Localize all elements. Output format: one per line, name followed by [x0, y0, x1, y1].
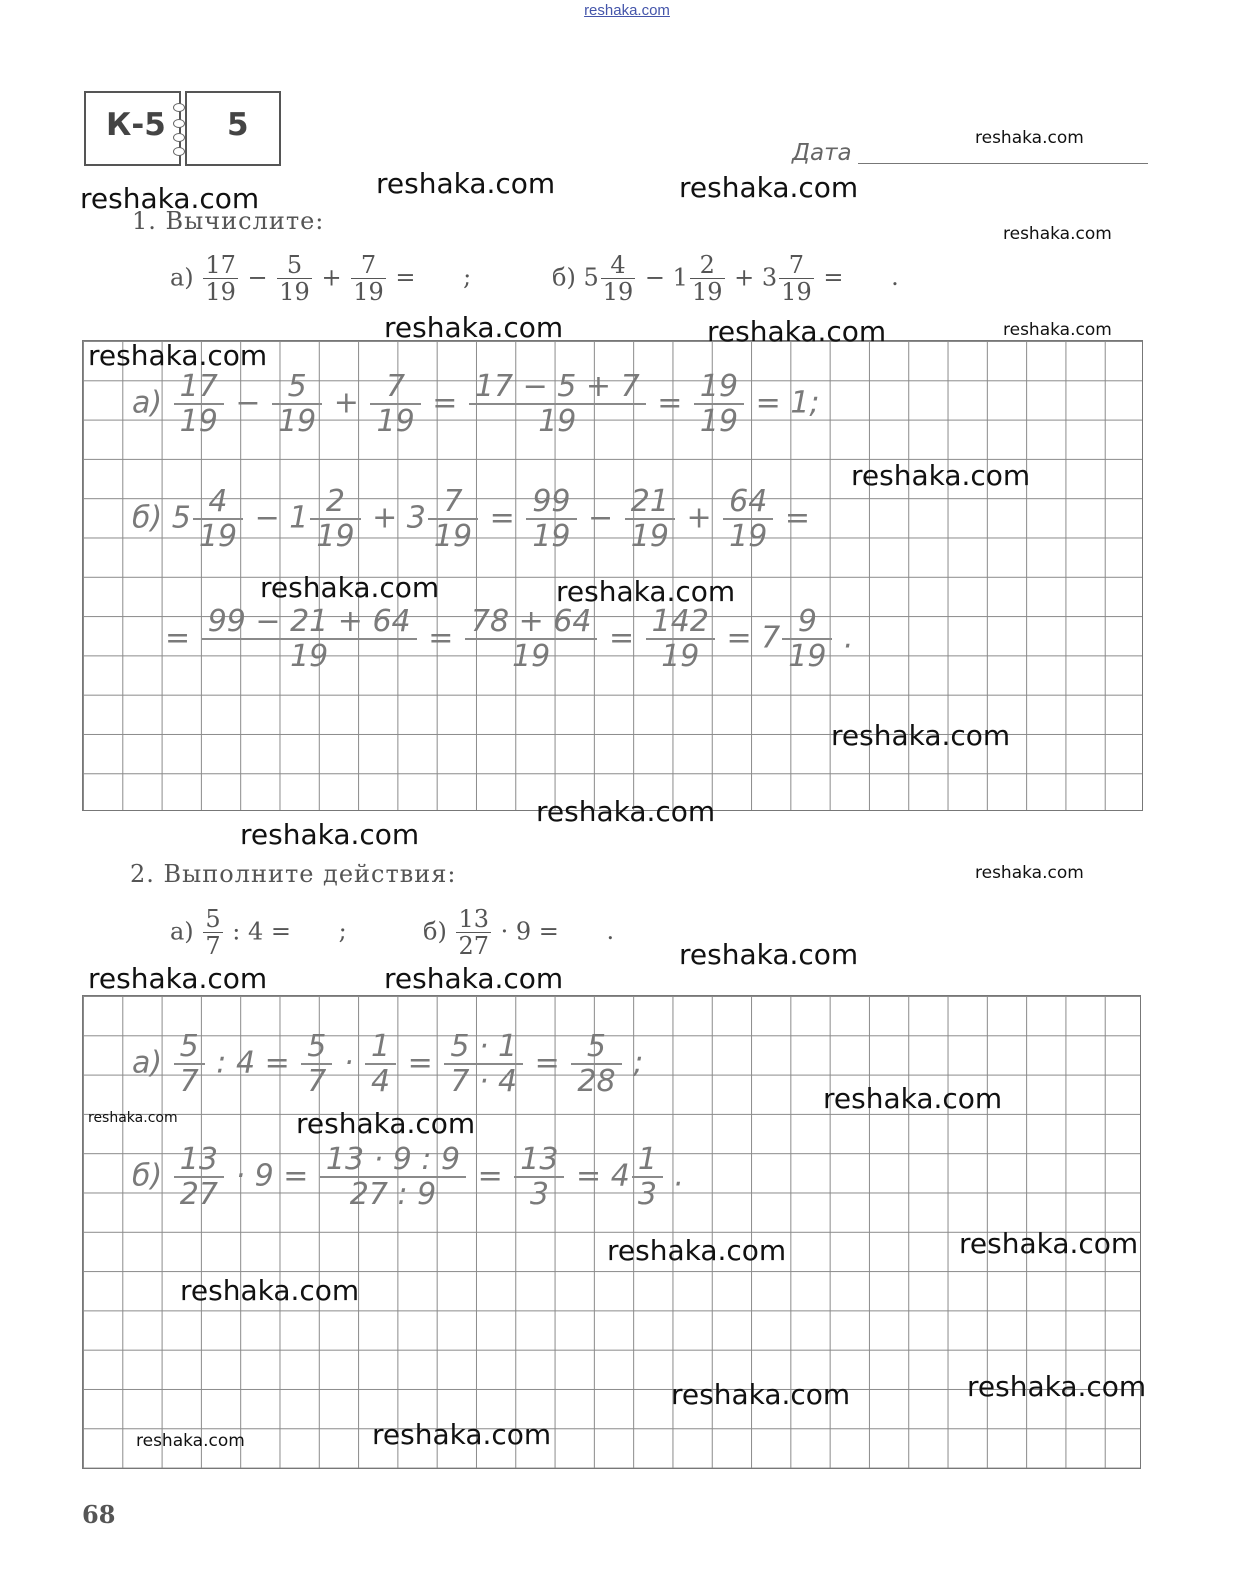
watermark: reshaka.com — [831, 719, 1011, 752]
top-site-link[interactable]: reshaka.com — [584, 2, 670, 19]
watermark: reshaka.com — [384, 311, 564, 344]
badge-variant: 5 — [227, 107, 249, 143]
task1-b-label: б) — [552, 263, 576, 292]
task2-expression-a: а) $\frac{5}{7}$ : 4 = ; — [170, 905, 347, 961]
badge-code: К-5 — [106, 107, 166, 143]
badge-code-cell — [84, 91, 181, 166]
binder-ring-icon — [173, 147, 185, 156]
watermark: reshaka.com — [260, 571, 440, 604]
watermark: reshaka.com — [959, 1227, 1139, 1260]
watermark: reshaka.com — [556, 575, 736, 608]
variant-badge — [84, 91, 281, 164]
fraction: $\frac{2}{19}$ — [691, 251, 723, 307]
badge-variant-cell — [185, 91, 281, 166]
task1-expression-a: а) $\frac{17}{19}$ − $\frac{5}{19}$ + $\frac{7}{19}$ = ; — [170, 251, 472, 307]
fraction: $\frac{17}{19}$ — [205, 251, 236, 307]
watermark: reshaka.com — [679, 938, 859, 971]
binder-ring-icon — [173, 133, 185, 142]
task2-heading: 2. Выполните действия: — [130, 860, 457, 888]
page-number: 68 — [82, 1500, 116, 1529]
watermark: reshaka.com — [376, 167, 556, 200]
solution2-line-a: а) $\frac{5}{7}$ : 4 = $\frac{5}{7}$ · $\frac{1}{4}$ = $\frac{5 \cdot 1}{7 \cdot 4}$ = $\frac{5}{28}$ ; — [132, 1029, 644, 1099]
date-field[interactable] — [858, 163, 1148, 164]
watermark: reshaka.com — [679, 171, 859, 204]
watermark: reshaka.com — [851, 459, 1031, 492]
watermark: reshaka.com — [136, 1431, 245, 1451]
watermark: reshaka.com — [671, 1378, 851, 1411]
watermark: reshaka.com — [1003, 320, 1112, 340]
solution1-line-b: б) 5 $\frac{4}{19}$ − 1 $\frac{2}{19}$ + 3 $\frac{7}{19}$ = $\frac{99}{19}$ − $\frac{21}{19}$ + $\frac{64}{19}$ = — [132, 484, 811, 554]
watermark: reshaka.com — [607, 1234, 787, 1267]
watermark: reshaka.com — [88, 339, 268, 372]
task2-expression-b: б) $\frac{13}{27}$ · 9 = . — [423, 905, 615, 961]
fraction: $\frac{5}{19}$ — [279, 251, 310, 307]
task1-a-label: а) — [170, 263, 194, 292]
binder-ring-icon — [173, 103, 185, 112]
binder-ring-icon — [173, 119, 185, 128]
watermark: reshaka.com — [88, 1110, 178, 1126]
watermark: reshaka.com — [975, 863, 1084, 883]
solution2-line-b: б) $\frac{13}{27}$ · 9 = $\frac{13 \cdot 9 : 9}{27 : 9}$ = $\frac{13}{3}$ = 4 $\frac{1}{3}$ . — [132, 1142, 684, 1212]
watermark: reshaka.com — [536, 795, 716, 828]
fraction: $\frac{7}{19}$ — [781, 251, 812, 307]
task1-heading: 1. Вычислите: — [132, 207, 325, 235]
fraction: $\frac{4}{19}$ — [602, 251, 634, 307]
watermark: reshaka.com — [975, 128, 1084, 148]
solution1-line-a: а) $\frac{17}{19}$ − $\frac{5}{19}$ + $\frac{7}{19}$ = $\frac{17 - 5 + 7}{19}$ = $\frac{19}{19}$ = 1; — [132, 369, 820, 439]
watermark: reshaka.com — [1003, 224, 1112, 244]
watermark: reshaka.com — [180, 1274, 360, 1307]
task1-expression-b: б) 5 $\frac{4}{19}$ − 1 $\frac{2}{19}$ + 3 $\frac{7}{19}$ = . — [552, 251, 899, 307]
fraction: $\frac{7}{19}$ — [353, 251, 384, 307]
date-label: Дата — [792, 140, 852, 166]
watermark: reshaka.com — [707, 315, 887, 348]
watermark: reshaka.com — [88, 962, 268, 995]
solution1-line-c: = $\frac{99 - 21 + 64}{19}$ = $\frac{78 + 64}{19}$ = $\frac{142}{19}$ = 7 $\frac{9}{19}$ . — [165, 604, 854, 674]
watermark: reshaka.com — [296, 1107, 476, 1140]
watermark: reshaka.com — [384, 962, 564, 995]
watermark: reshaka.com — [372, 1418, 552, 1451]
watermark: reshaka.com — [823, 1082, 1003, 1115]
watermark: reshaka.com — [967, 1370, 1147, 1403]
watermark: reshaka.com — [240, 818, 420, 851]
watermark: reshaka.com — [80, 182, 260, 215]
